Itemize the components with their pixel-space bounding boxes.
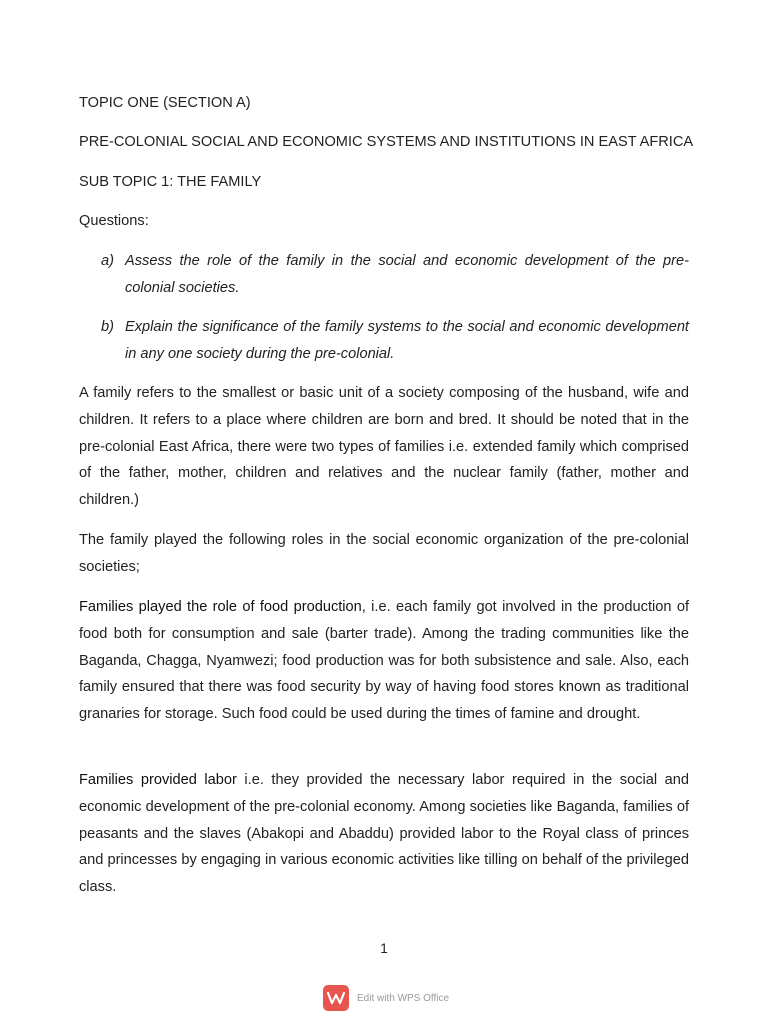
paragraph-text: The family played the following roles in the social economic organization of the pre-colonial societies; — [79, 532, 689, 575]
question-a — [101, 248, 689, 302]
paragraph-food-production — [79, 594, 689, 728]
paragraph-text: , i.e. each family got involved in the production of food both for consumption and sale (barter trade). Among the trading communities like the Baganda, Chagga, Nyamwezi; food production was for both subsistence and sale. Also, each family ensured that there was food security by way of having food stores known as traditional granaries for storage. Such food could be used during the times of famine and drought. — [79, 599, 689, 723]
question-text: Assess the role of the family in the social and economic development of the pre-colonial societies. — [125, 253, 689, 296]
topic-heading: TOPIC ONE (SECTION A) — [79, 95, 251, 111]
question-marker: a) — [101, 253, 114, 269]
paragraph-text: i.e. they provided the necessary labor required in the social and economic development of the pre-colonial economy. Among societies like Baganda, families of peasants and the slaves (Abakopi and Abaddu) provided labor to the Royal class of princes and princesses by engaging in various economic activities like tilling on behalf of the privileged class. — [79, 772, 690, 896]
paragraph-text: A family refers to the smallest or basic unit of a society composing of the husband, wife and children. It refers to a place where children are born and bred. It should be noted that in the pre-colonial East Africa, there were two types of families i.e. extended family which comprised of the father, mother, children and relatives and the nuclear family (father, mother and children.) — [79, 385, 689, 509]
page-number: 1 — [380, 941, 388, 956]
question-text: Explain the significance of the family systems to the social and economic development in any one society during the pre-colonial. — [125, 319, 689, 362]
question-marker: b) — [101, 319, 114, 335]
paragraph-roles-intro — [79, 527, 689, 581]
paragraph-lead: Families provided labor — [79, 772, 237, 788]
wps-logo-icon[interactable] — [323, 985, 349, 1011]
document-title: PRE-COLONIAL SOCIAL AND ECONOMIC SYSTEMS AND INSTITUTIONS IN EAST AFRICA — [79, 134, 694, 150]
paragraph-lead: Families played the role of food production — [79, 599, 362, 615]
wps-edit-badge[interactable] — [323, 985, 449, 1011]
subtopic-heading: SUB TOPIC 1: THE FAMILY — [79, 174, 262, 190]
questions-label: Questions: — [79, 213, 149, 229]
wps-edit-label[interactable]: Edit with WPS Office — [357, 992, 450, 1004]
paragraph-labor — [79, 767, 689, 901]
question-b — [101, 314, 689, 368]
paragraph-family-definition — [79, 380, 689, 514]
